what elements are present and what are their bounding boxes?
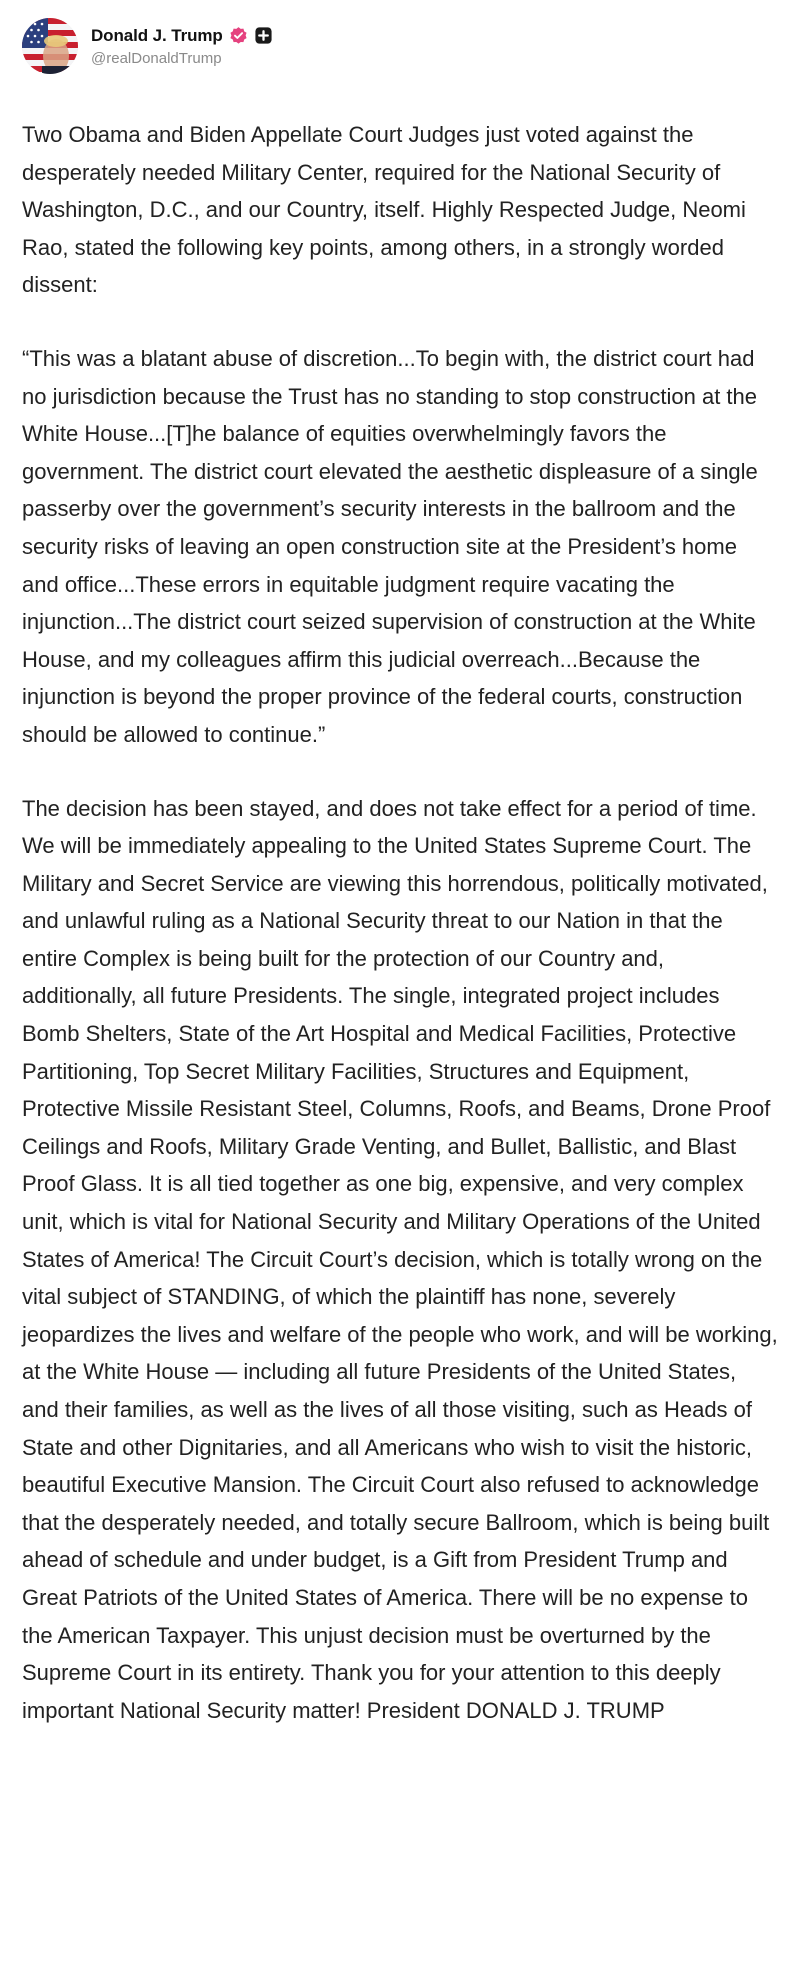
plus-square-icon — [254, 26, 273, 45]
paragraph-spacer — [22, 754, 778, 790]
author-name-row — [91, 26, 273, 46]
post-paragraph: “This was a blatant abuse of discretion...To begin with, the district court had no jurisdiction because the Trust has no standing to stop construction at the White House...[T]he balance of equities overwhelmingly favors the government. The district court elevated the aesthetic displeasure of a single passerby over the government’s security interests in the ballroom and the security risks of leaving an open construction site at the President’s home and office...These errors in equitable judgment require vacating the injunction...The district court seized supervision of construction at the White House, and my colleagues affirm this judicial overreach...Because the injunction is beyond the proper province of the federal courts, construction should be allowed to continue.” — [22, 345, 758, 747]
author-identity — [91, 26, 273, 67]
verified-badge-icon — [229, 26, 248, 45]
post-paragraph: Two Obama and Biden Appellate Court Judges just voted against the desperately needed Military Center, required for the National Security of Washington, D.C., and our Country, itself. Highly Respected Judge, Neomi Rao, stated the following key points, among others, in a strongly worded dissent: — [22, 122, 746, 298]
post-header — [22, 14, 778, 78]
author-display-name[interactable]: Donald J. Trump — [91, 25, 223, 45]
author-handle[interactable]: @realDonaldTrump — [91, 49, 222, 67]
author-avatar[interactable] — [22, 18, 78, 74]
paragraph-spacer — [22, 304, 778, 340]
flag-avatar-image — [22, 18, 78, 74]
post-body — [22, 116, 778, 1729]
post-paragraph: The decision has been stayed, and does not take effect for a period of time. We will be immediately appealing to the United States Supreme Court. The Military and Secret Service are viewing this horrendous, politically motivated, and unlawful ruling as a National Security threat to our Nation in that the entire Complex is being built for the protection of our Country and, additionally, all future Presidents. The single, integrated project includes Bomb Shelters, State of the Art Hospital and Medical Facilities, Protective Partitioning, Top Secret Military Facilities, Structures and Equipment, Protective Missile Resistant Steel, Columns, Roofs, and Beams, Drone Proof Ceilings and Roofs, Military Grade Venting, and Bullet, Ballistic, and Blast Proof Glass. It is all tied together as one big, expensive, and very complex unit, which is vital for National Security and Military Operations of the United States of America! The Circuit Court’s decision, which is totally wrong on the vital subject of STANDING, of which the plaintiff has none, severely jeopardizes the lives and welfare of the people who work, and will be working, at the White House — including all future Presidents of the United States, and their families, as well as the lives of all those visiting, such as Heads of State and other Dignitaries, and all Americans who wish to visit the historic, beautiful Executive Mansion. The Circuit Court also refused to acknowledge that the desperately needed, and totally secure Ballroom, which is being built ahead of schedule and under budget, is a Gift from President Trump and Great Patriots of the United States of America. There will be no expense to the American Taxpayer. This unjust decision must be overturned by the Supreme Court in its entirety. Thank you for your attention to this deeply important National Security matter! President DONALD J. TRUMP — [22, 795, 778, 1723]
